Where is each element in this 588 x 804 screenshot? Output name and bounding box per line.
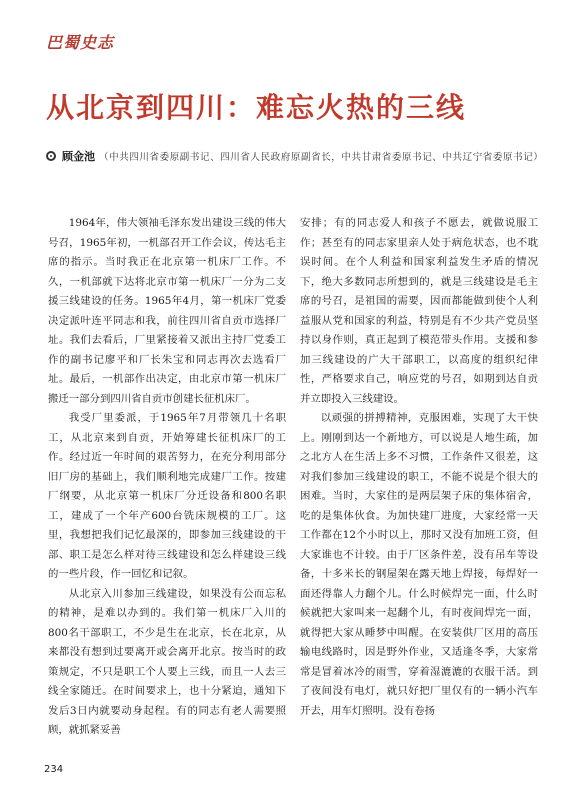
paragraph: 以顽强的拼搏精神，克服困难，实现了大干快上。刚刚到达一个新地方，可以说是人地生疏，加之北方人在生活上多不习惯，工作条件又很差，这对我们参加三线建设的职工，不能不说是个很大的困难。当时，大家住的是两层架子床的集体宿舍，吃的是集体伙食。为加快建厂进度，大家经常一天工作都在12个小时以上，那时又没有加班工资，但大家谁也不计较。由于厂区条件差，没有吊车等设备，十多米长的钢屋架在露天地上焊接，每焊好一面还得靠人力翻个儿。什么时候焊完一面，什么时候就把大家叫来一起翻个儿，有时夜间焊完一面，就得把大家从睡梦中叫醒。在安装供厂区用的高压输电线路时，因是野外作业，又适逢冬季，大家常常是冒着冰冷的雨雪，穿着湿漉漉的衣服干活。到了夜间没有电灯，就只好把厂里仅有的一辆小汽车开去，用车灯照明。没有卷扬 xyxy=(300,412,538,717)
page-number: 234 xyxy=(44,764,64,775)
author-line xyxy=(46,148,546,167)
magazine-brand: 巴蜀史志 xyxy=(46,33,115,52)
paragraph: 1964年，伟大领袖毛泽东发出建设三线的伟大号召，1965年初，一机部召开工作会议，传达毛主席的指示。当时我正在北京第一机床厂工作。不久，一机部就下达将北京市第一机床厂一分为二支援三线建设的任务。1965年4月，第一机床厂党委决定派叶连平同志和我，前往四川省自贡市选择厂址。我们去看后，厂里紧接着又派出主持厂党委工作的副书记廖平和厂长朱宝和同志再次去选看厂址。最后，一机部作出决定，由北京市第一机床厂搬迁一部分到四川省自贡市创建长征机床厂。 xyxy=(48,217,286,405)
left-column xyxy=(48,214,286,741)
author-role: （中共四川省委原副书记、四川省人民政府原副省长，中共甘肃省委原书记、中共辽宁省委原书记） xyxy=(99,152,544,163)
paragraph: 从北京入川参加三线建设，如果没有公而忘私的精神，是难以办到的。我们第一机床厂入川的800名干部职工，不少是生在北京，长在北京，从来都没有想到过要离开或会离开北京。按当时的政策规定，不只是职工个人要上三线，而且一人去三线全家随迁。在时间要求上，也十分紧迫，通知下发后3日内就要动身起程。有的同志有老人需要照顾，就抓紧妥善 xyxy=(48,587,286,736)
bullseye-icon xyxy=(46,151,56,161)
author-name: 顾金池 xyxy=(62,150,95,163)
right-column xyxy=(300,214,538,721)
paragraph: 我受厂里委派，于1965年7月带领几十名职工，从北京来到自贡，开始筹建长征机床厂的工作。经过近一年时间的艰苦努力，在充分利用部分旧厂房的基础上，我们顺利地完成建厂工作。按建厂纲要，从北京第一机床厂分迁设备和800名职工，建成了一个年产600台铣床规模的工厂。这里，我想把我们记忆最深的，即参加三线建设的干部、职工是怎么样对待三线建设和怎么样建设三线的一些片段，作一回忆和记叙。 xyxy=(48,412,286,580)
article-title: 从北京到四川：难忘火热的三线 xyxy=(46,91,467,124)
paragraph: 安排；有的同志爱人和孩子不愿去，就做说服工作；甚至有的同志家里亲人处于病危状态，也不耽误时间。在个人利益和国家利益发生矛盾的情况下，绝大多数同志所想到的，就是三线建设是毛主席的号召，是祖国的需要，因而都能做到使个人利益服从党和国家的利益，特别是有不少共产党员坚持以身作则，真正起到了模范带头作用。支援和参加三线建设的广大干部职工，以高度的组织纪律性，严格要求自己，响应党的号召，如期到达自贡并立即投入三线建设。 xyxy=(300,217,538,405)
